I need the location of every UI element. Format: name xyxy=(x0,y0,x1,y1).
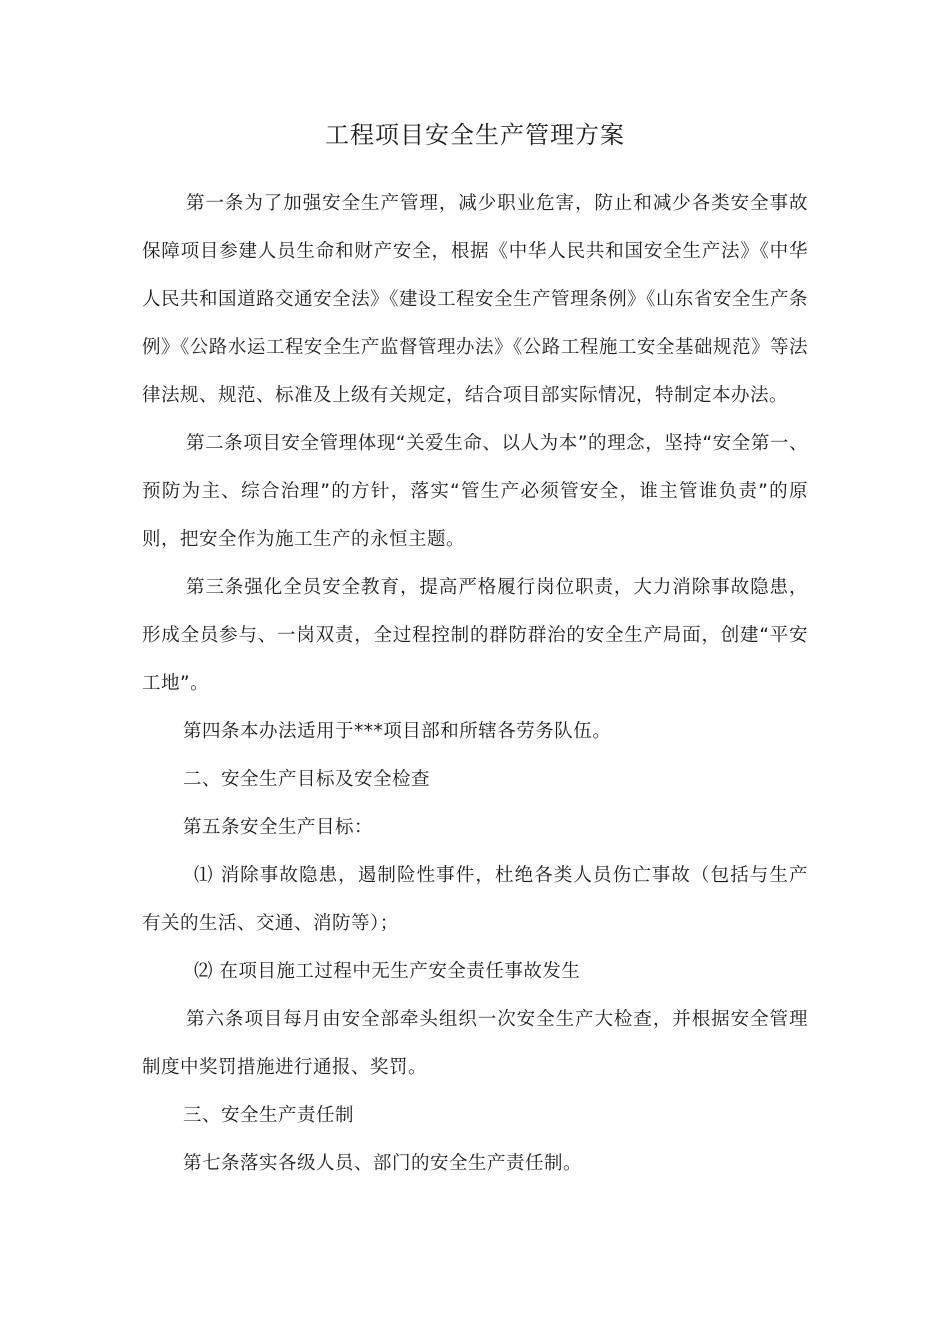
document-title: 工程项目安全生产管理方案 xyxy=(325,121,625,149)
article-7: 第七条落实各级人员、部门的安全生产责任制。 xyxy=(183,1153,583,1174)
document-page xyxy=(142,118,808,1188)
section-heading-2: 二、安全生产目标及安全检查 xyxy=(183,769,431,790)
section-heading-3: 三、安全生产责任制 xyxy=(183,1105,355,1126)
article-4: 第四条本办法适用于***项目部和所辖各劳务队伍。 xyxy=(183,721,612,742)
article-6: 第六条项目每月由安全部牵头组织一次安全生产大检查，并根据安全管理制度中奖罚措施进行通报、奖罚。 xyxy=(142,1009,808,1078)
goal-item-2: ⑵ 在项目施工过程中无生产安全责任事故发生 xyxy=(194,961,581,982)
article-2: 第二条项目安全管理体现“关爱生命、以人为本”的理念，坚持“安全第一、预防为主、综合治理”的方针，落实“管生产必须管安全，谁主管谁负责”的原则，把安全作为施工生产的永恒主题。 xyxy=(142,433,808,550)
article-3: 第三条强化全员安全教育，提高严格履行岗位职责，大力消除事故隐患，形成全员参与、一岗双责，全过程控制的群防群治的安全生产局面，创建“平安工地”。 xyxy=(142,577,808,694)
goal-item-1: ⑴ 消除事故隐患，遏制险性事件，杜绝各类人员伤亡事故（包括与生产有关的生活、交通、消防等）； xyxy=(142,865,808,934)
article-1: 第一条为了加强安全生产管理，减少职业危害，防止和减少各类安全事故保障项目参建人员生命和财产安全，根据《中华人民共和国安全生产法》《中华人民共和国道路交通安全法》《建设工程安全生产管理条例》《山东省安全生产条例》《公路水运工程安全生产监督管理办法》《公路工程施工安全基础规范》等法律法规、规范、标准及上级有关规定，结合项目部实际情况，特制定本办法。 xyxy=(142,193,808,406)
article-5: 第五条安全生产目标： xyxy=(183,817,374,838)
